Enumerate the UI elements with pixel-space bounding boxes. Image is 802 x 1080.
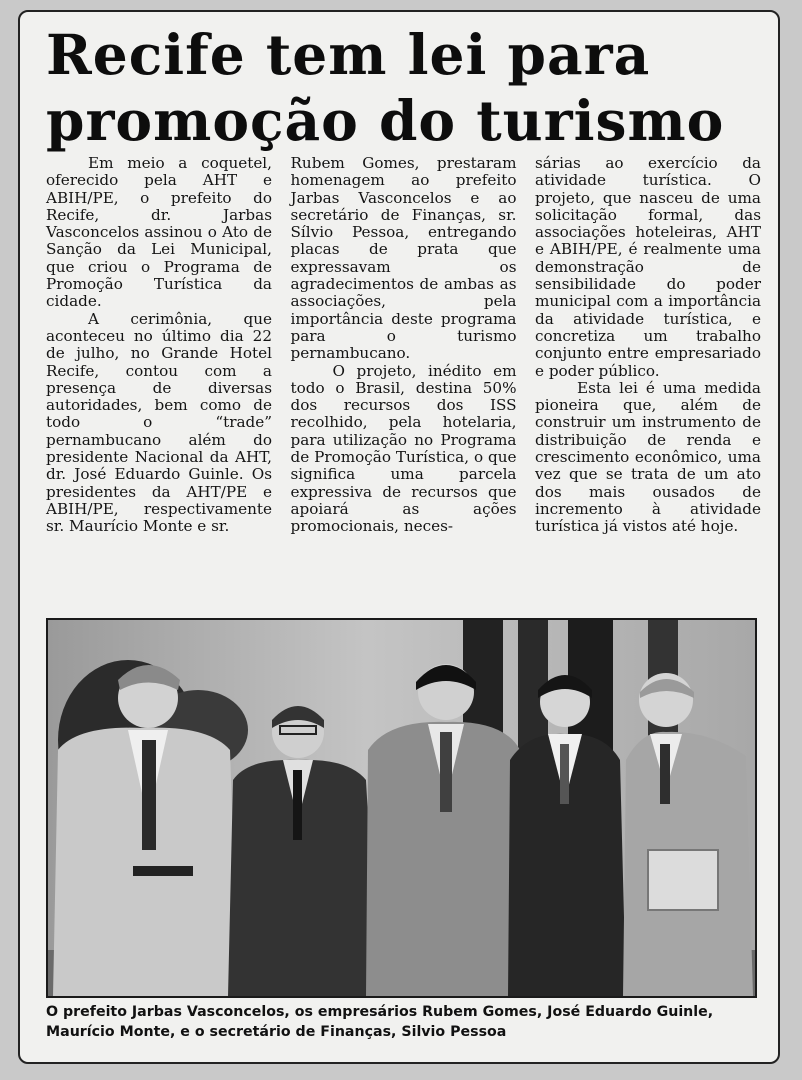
paragraph: A cerimônia, que aconteceu no último dia 22 de julho, no Grande Hotel Recife, contou com a presença de diversas autoridades, bem como de todo o “trade” pernambucano além do presidente Nacional da AHT, dr. José Eduardo Guinle. Os presidentes da AHT/PE e ABIH/PE, respectivamente sr. Maurício Monte e sr.	[46, 309, 272, 536]
headline-line-1: Recife tem lei para	[46, 22, 651, 87]
newspaper-clipping	[18, 10, 780, 1064]
headline-line-2: promoção do turismo	[46, 88, 725, 153]
article-body	[46, 155, 761, 615]
paragraph: Em meio a coquetel, oferecido pela AHT e ABIH/PE, o prefeito do Recife, dr. Jarbas Vasconcelos assinou o Ato de Sanção da Lei Municipal, que criou o Programa de Promoção Turística da cidade.	[46, 154, 272, 311]
paragraph: Esta lei é uma medida pioneira que, além de construir um instrumento de distribuição de renda e crescimento econômico, uma vez que se trata de um ato dos mais ousados de incremento à atividade turística já vistos até hoje.	[535, 378, 761, 536]
group-photo-illustration	[48, 620, 755, 996]
photo-caption: O prefeito Jarbas Vasconcelos, os empresários Rubem Gomes, José Eduardo Guinle, Maurício Monte, e o secretário de Finanças, Silvio Pessoa	[46, 1004, 714, 1040]
column-1	[46, 155, 272, 615]
column-3	[535, 155, 761, 615]
paragraph: O projeto, inédito em todo o Brasil, destina 50% dos recursos dos ISS recolhido, pela hotelaria, para utilização no Programa de Promoção Turística, o que significa uma parcela expressiva de recursos que apoiará as ações promocionais, neces-	[290, 361, 517, 536]
column-2	[291, 155, 517, 615]
paragraph: Rubem Gomes, prestaram homenagem ao prefeito Jarbas Vasconcelos e ao secretário de Finanças, sr. Sílvio Pessoa, entregando placas de prata que expressavam os agradecimentos de ambas as associações, pela importância deste programa para o turismo pernambucano.	[290, 154, 517, 363]
group-photo	[46, 618, 757, 998]
paragraph: sárias ao exercício da atividade turística. O projeto, que nasceu de uma solicitação formal, das associações hoteleiras, AHT e ABIH/PE, é realmente uma demonstração de sensibilidade do poder municipal com a importância da atividade turística, e concretiza um trabalho conjunto entre empresariado e poder público.	[535, 154, 761, 380]
headline	[46, 22, 778, 154]
